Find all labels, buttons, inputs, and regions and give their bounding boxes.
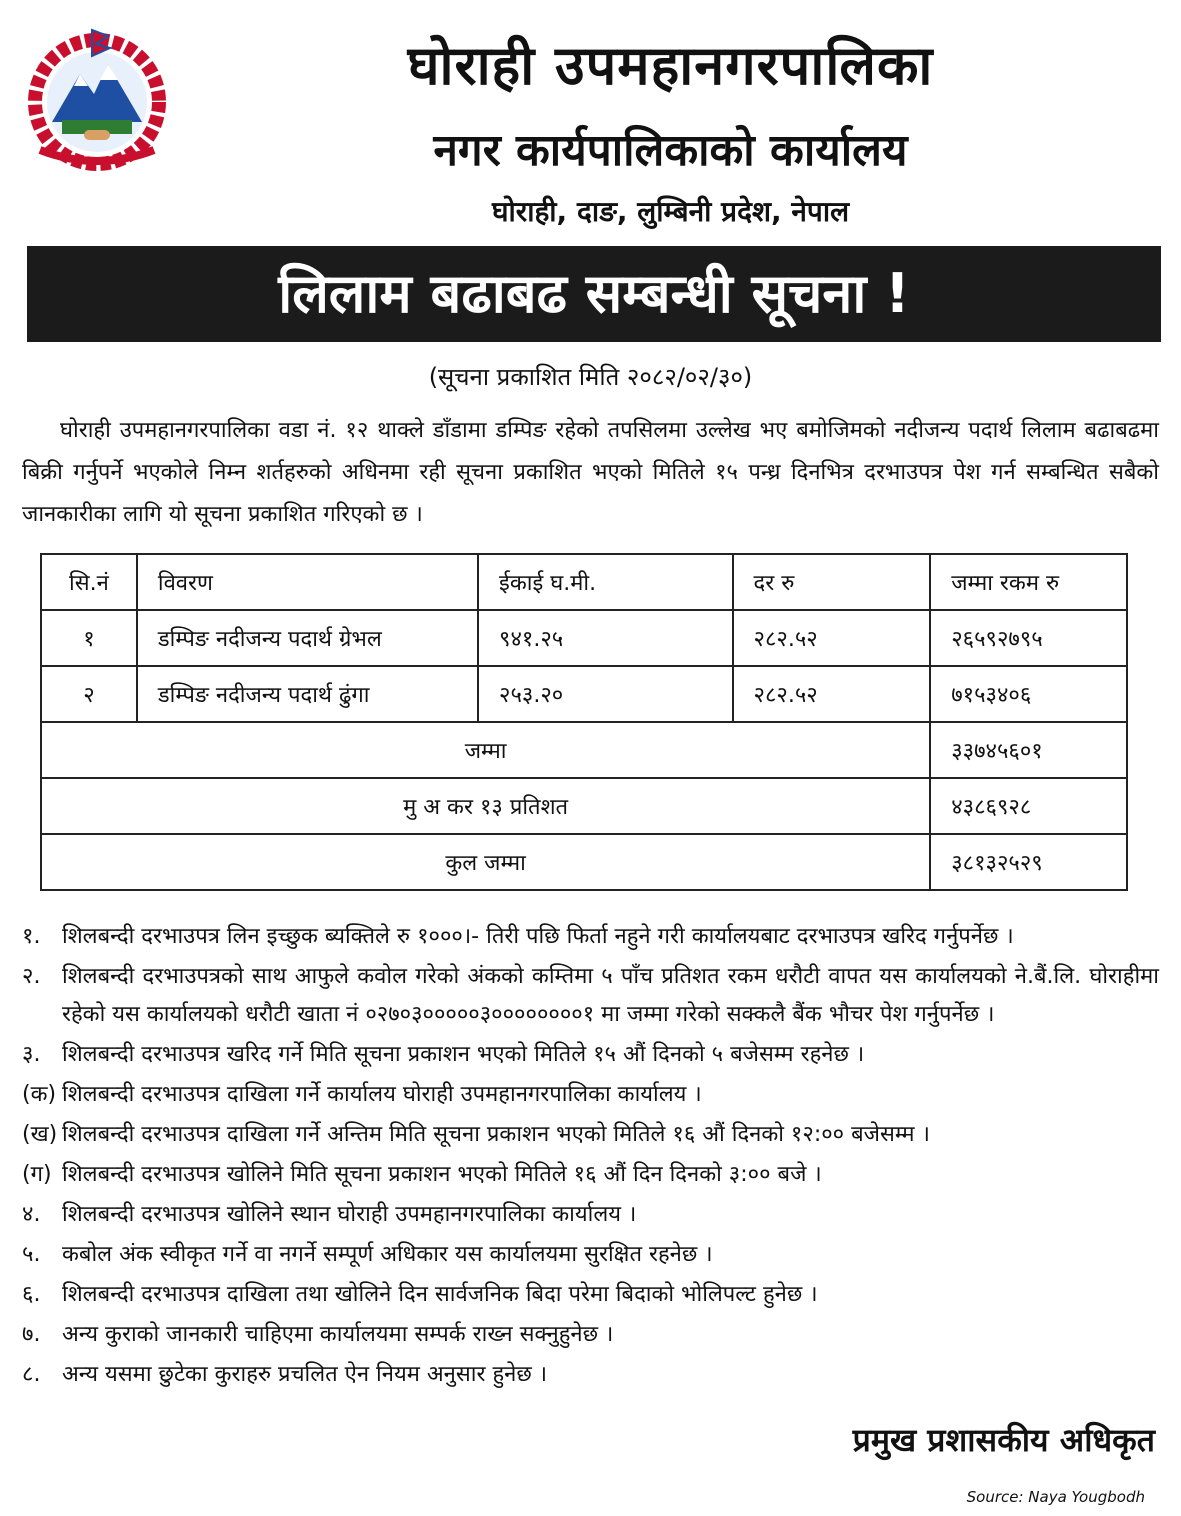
total-label: जम्मा xyxy=(41,722,930,778)
condition-item xyxy=(22,918,1159,956)
condition-number: ८. xyxy=(22,1362,41,1387)
notice-title-banner: लिलाम बढाबढ सम्बन्धी सूचना ! xyxy=(27,246,1161,342)
grand-total-value: ३८१३२५२९ xyxy=(930,834,1127,890)
condition-text: शिलबन्दी दरभाउपत्रको साथ आफुले कवोल गरेको अंकको कम्तिमा ५ पाँच प्रतिशत रकम धरौटी वापत यस कार्यालयको ने.बैं.लि. घोराहीमा रहेको यस कार्यालयको धरौटी खाता नं ०२७०३०००००३००००००००१ मा जम्मा गरेको सक्कलै बैंक भौचर पेश गर्नुपर्नेछ । xyxy=(62,964,1159,1027)
cell-sn: २ xyxy=(41,666,137,722)
intro-paragraph: घोराही उपमहानगरपालिका वडा नं. १२ थाक्ले डाँडामा डम्पिङ रहेको तपसिलमा उल्लेख भए बमोजिमको नदीजन्य पदार्थ लिलाम बढाबढमा बिक्री गर्नुपर्ने भएकोले निम्न शर्तहरुको अधिनमा रही सूचना प्रकाशित भएको मितिले १५ पन्ध्र दिनभित्र दरभाउपत्र पेश गर्न सम्बन्धित सबैको जानकारीका लागि यो सूचना प्रकाशित गरिएको छ । xyxy=(22,418,1159,527)
condition-number: १. xyxy=(22,924,41,949)
header-description: विवरण xyxy=(137,554,478,610)
conditions-list xyxy=(22,918,1159,1396)
condition-number: (क) xyxy=(22,1082,57,1107)
condition-text: शिलबन्दी दरभाउपत्र लिन इच्छुक ब्यक्तिले रु १०००।- तिरी पछि फिर्ता नहुने गरी कार्यालयबाट दरभाउपत्र खरिद गर्नुपर्नेछ । xyxy=(62,924,1014,949)
cell-sn: १ xyxy=(41,610,137,666)
header-amount: जम्मा रकम रु xyxy=(930,554,1127,610)
condition-text: शिलबन्दी दरभाउपत्र खरिद गर्ने मिति सूचना प्रकाशन भएको मितिले १५ औं दिनको ५ बजेसम्म रहनेछ । xyxy=(62,1042,865,1067)
table-row xyxy=(41,666,1127,722)
publish-date: (सूचना प्रकाशित मिति २०८२/०२/३०) xyxy=(428,363,753,391)
auction-table xyxy=(40,553,1128,891)
condition-item xyxy=(22,1356,1159,1394)
grand-total-label: कुल जम्मा xyxy=(41,834,930,890)
cell-description: डम्पिङ नदीजन्य पदार्थ ग्रेभल xyxy=(137,610,478,666)
nepal-government-emblem-icon xyxy=(22,22,172,172)
condition-item xyxy=(22,1036,1159,1074)
condition-number: (ग) xyxy=(22,1162,52,1187)
header-unit: ईकाई घ.मी. xyxy=(478,554,732,610)
cell-rate: २८२.५२ xyxy=(733,666,931,722)
header-sn: सि.नं xyxy=(41,554,137,610)
condition-item xyxy=(22,1316,1159,1354)
org-name: घोराही उपमहानगरपालिका xyxy=(407,34,934,97)
condition-item xyxy=(22,1236,1159,1274)
cell-description: डम्पिङ नदीजन्य पदार्थ ढुंगा xyxy=(137,666,478,722)
condition-item xyxy=(22,1196,1159,1234)
condition-text: अन्य यसमा छुटेका कुराहरु प्रचलित ऐन नियम अनुसार हुनेछ । xyxy=(62,1362,548,1387)
condition-item xyxy=(22,1116,1159,1154)
cell-amount: ७१५३४०६ xyxy=(930,666,1127,722)
condition-item xyxy=(22,1076,1159,1114)
grand-total-row xyxy=(41,834,1127,890)
vat-label: मु अ कर १३ प्रतिशत xyxy=(41,778,930,834)
total-row xyxy=(41,722,1127,778)
total-value: ३३७४५६०१ xyxy=(930,722,1127,778)
condition-item xyxy=(22,958,1159,1034)
signatory-title: प्रमुख प्रशासकीय अधिकृत xyxy=(852,1421,1155,1459)
condition-item xyxy=(22,1276,1159,1314)
header-rate: दर रु xyxy=(733,554,931,610)
condition-text: अन्य कुराको जानकारी चाहिएमा कार्यालयमा सम्पर्क राख्न सक्नुहुनेछ । xyxy=(62,1322,614,1347)
source-credit: Source: Naya Yougbodh xyxy=(966,1488,1145,1506)
vat-row xyxy=(41,778,1127,834)
condition-text: शिलबन्दी दरभाउपत्र दाखिला गर्ने अन्तिम मिति सूचना प्रकाशन भएको मितिले १६ औं दिनको १२:०० बजेसम्म । xyxy=(62,1122,930,1147)
condition-text: शिलबन्दी दरभाउपत्र खोलिने मिति सूचना प्रकाशन भएको मितिले १६ औं दिन दिनको ३:०० बजे । xyxy=(62,1162,822,1187)
table-row xyxy=(41,610,1127,666)
condition-text: कबोल अंक स्वीकृत गर्ने वा नगर्ने सम्पूर्ण अधिकार यस कार्यालयमा सुरक्षित रहनेछ । xyxy=(62,1242,713,1267)
condition-number: ६. xyxy=(22,1282,41,1307)
cell-unit: २५३.२० xyxy=(478,666,732,722)
condition-number: ५. xyxy=(22,1242,41,1267)
condition-number: (ख) xyxy=(22,1122,58,1147)
condition-item xyxy=(22,1156,1159,1194)
cell-rate: २८२.५२ xyxy=(733,610,931,666)
table-header-row xyxy=(41,554,1127,610)
condition-text: शिलबन्दी दरभाउपत्र खोलिने स्थान घोराही उपमहानगरपालिका कार्यालय । xyxy=(62,1202,637,1227)
cell-amount: २६५९२७९५ xyxy=(930,610,1127,666)
vat-value: ४३८६९२८ xyxy=(930,778,1127,834)
office-address: घोराही, दाङ, लुम्बिनी प्रदेश, नेपाल xyxy=(491,195,850,228)
cell-unit: ९४१.२५ xyxy=(478,610,732,666)
condition-number: ४. xyxy=(22,1202,41,1227)
condition-number: २. xyxy=(22,964,41,989)
condition-number: ७. xyxy=(22,1322,41,1347)
office-name: नगर कार्यपालिकाको कार्यालय xyxy=(433,125,908,176)
condition-text: शिलबन्दी दरभाउपत्र दाखिला गर्ने कार्यालय घोराही उपमहानगरपालिका कार्यालय । xyxy=(62,1082,702,1107)
condition-text: शिलबन्दी दरभाउपत्र दाखिला तथा खोलिने दिन सार्वजनिक बिदा परेमा बिदाको भोलिपल्ट हुनेछ । xyxy=(62,1282,818,1307)
condition-number: ३. xyxy=(22,1042,41,1067)
